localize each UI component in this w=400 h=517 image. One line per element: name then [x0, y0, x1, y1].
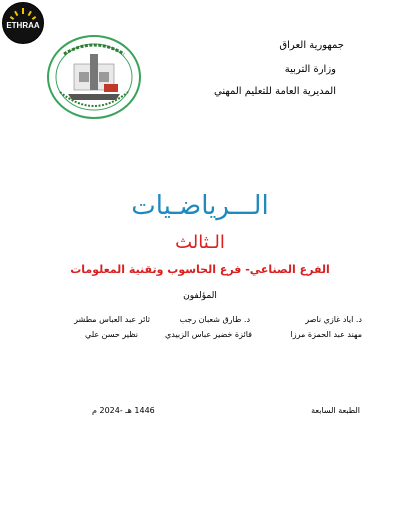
edition-label: الطبعة السابعة — [311, 406, 360, 415]
author-name: ثائر عبد العباس مطشر — [74, 315, 150, 324]
directorate-emblem-icon — [46, 34, 142, 120]
author-name: مهند عبد الحمزة مرزا — [290, 330, 362, 339]
author-name: د. اياد غازي ناصر — [305, 315, 362, 324]
book-branch: الفرع الصناعي- فرع الحاسوب وتقنية المعلومات — [70, 263, 330, 276]
header-directorate: المديرية العامة للتعليم المهني — [213, 86, 336, 97]
ethraa-logo-icon — [2, 2, 44, 44]
book-grade: الـثالث — [175, 232, 225, 253]
header-country: جمهورية العراق — [279, 40, 344, 51]
brand-badge-text: ETHRAA — [6, 21, 40, 30]
authors-label: المؤلفون — [183, 291, 217, 301]
edition-year: 1446 هـ -2024 م — [92, 406, 155, 415]
author-name: د. طارق شعبان رجب — [179, 315, 250, 324]
header-ministry: وزارة التربية — [284, 64, 336, 75]
book-title: الـــرياضـيات — [131, 191, 269, 221]
author-name: نظير حسن علي — [85, 330, 138, 339]
author-name: فائزة خضير عباس الزبيدي — [165, 330, 252, 339]
